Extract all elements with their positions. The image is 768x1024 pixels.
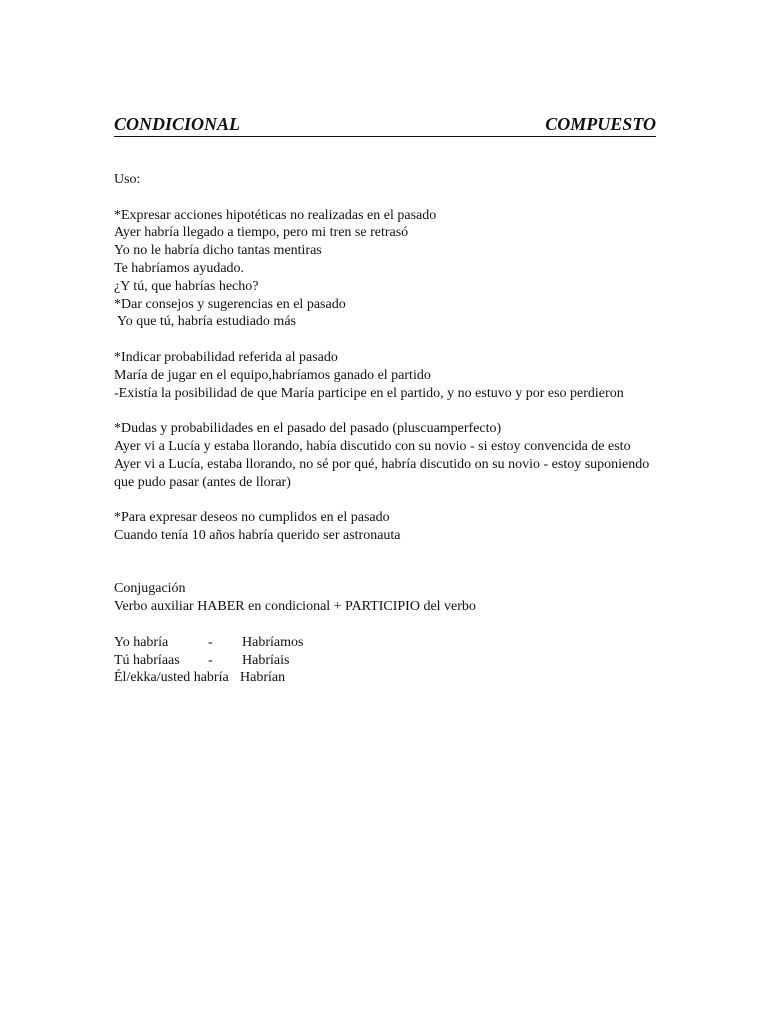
conjugation-row — [114, 652, 656, 670]
singular-form: Tú habríaas — [114, 652, 180, 668]
spacer — [114, 545, 656, 581]
uso-heading: Uso: — [114, 172, 141, 187]
title-left: CONDICIONAL — [114, 114, 241, 134]
document-title — [114, 114, 656, 137]
text-line: *Indicar probabilidad referida al pasado — [114, 349, 338, 365]
plural-form: Habríais — [242, 652, 290, 668]
spacer — [114, 616, 656, 634]
text-line: Yo que tú, habría estudiado más — [114, 314, 296, 330]
separator: - — [208, 652, 213, 668]
spacer — [114, 402, 656, 420]
text-line: ¿Y tú, que habrías hecho? — [114, 278, 259, 294]
plural-form: Habríamos — [242, 634, 304, 650]
singular-form: Yo habría — [114, 634, 169, 650]
conjugacion-heading: Conjugación — [114, 581, 186, 597]
document-body — [114, 171, 656, 687]
section-doubts — [114, 420, 656, 491]
text-line: Te habríamos ayudado. — [114, 260, 245, 276]
title-right: COMPUESTO — [545, 114, 656, 134]
text-line: -Existía la posibilidad de que María participe en el partido, y no estuvo y por eso perdieron — [114, 385, 624, 401]
text-line: *Expresar acciones hipotéticas no realizadas en el pasado — [114, 207, 437, 223]
text-line: *Dudas y probabilidades en el pasado del pasado (pluscuamperfecto) — [114, 421, 502, 437]
section-wishes — [114, 509, 656, 545]
text-line: *Para expresar deseos no cumplidos en el pasado — [114, 510, 390, 526]
text-line: Ayer vi a Lucía y estaba llorando, había discutido con su novio - si estoy convencida de esto — [114, 438, 631, 454]
singular-form: Él/ekka/usted habría — [114, 670, 229, 686]
section-hypothetical — [114, 207, 656, 332]
text-line: María de jugar en el equipo,habríamos ganado el partido — [114, 367, 431, 383]
conjugacion-rule: Verbo auxiliar HABER en condicional + PARTICIPIO del verbo — [114, 599, 476, 615]
spacer — [114, 491, 656, 509]
plural-form: Habrían — [240, 670, 286, 686]
separator: - — [208, 634, 213, 650]
text-line: Ayer vi a Lucía, estaba llorando, no sé por qué, habría discutido on su novio - estoy suponiendo que pudo pasar (antes de llorar) — [114, 456, 650, 490]
conjugation-table — [114, 634, 656, 687]
spacer — [114, 189, 656, 207]
document-page — [114, 114, 656, 687]
conjugation-row — [114, 669, 656, 687]
text-line: Yo no le habría dicho tantas mentiras — [114, 243, 322, 259]
section-probability — [114, 349, 656, 402]
text-line: Cuando tenía 10 años habría querido ser astronauta — [114, 527, 401, 543]
text-line: *Dar consejos y sugerencias en el pasado — [114, 296, 346, 312]
conjugation-row — [114, 634, 656, 652]
spacer — [114, 331, 656, 349]
text-line: Ayer habría llegado a tiempo, pero mi tren se retrasó — [114, 225, 409, 241]
